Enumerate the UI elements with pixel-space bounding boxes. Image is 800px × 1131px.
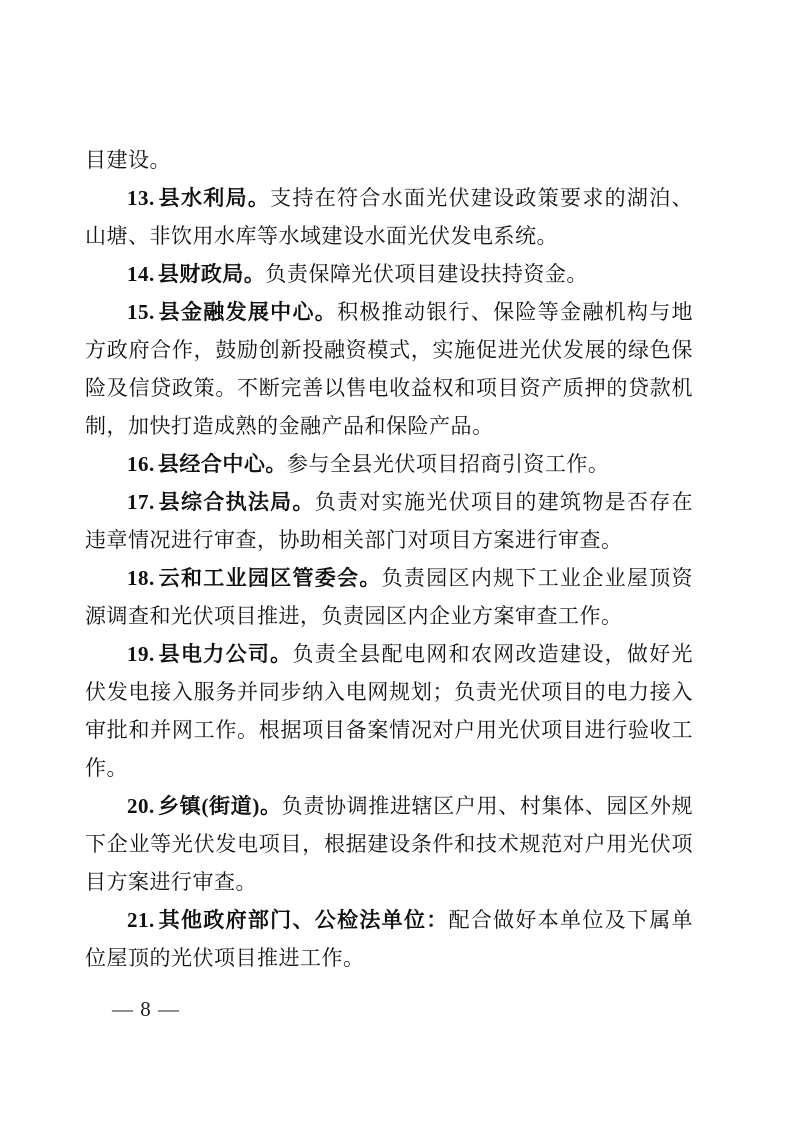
list-item-18 <box>85 559 693 635</box>
list-item-13 <box>85 179 693 255</box>
item-title: 县水利局。 <box>157 186 271 210</box>
item-body: 负责协调推进辖区户用、村集体、园区外规下企业等光伏发电项目，根据建设条件和技术规范对户用光伏项目方案进行审查。 <box>85 794 693 894</box>
item-number: 19. <box>127 642 155 666</box>
item-body: 负责园区内规下工业企业屋顶资源调查和光伏项目推进，负责园区内企业方案审查工作。 <box>85 566 694 628</box>
item-number: 13. <box>127 186 155 210</box>
list-item-19 <box>85 635 693 787</box>
continuation-text: 目建设。 <box>85 148 171 172</box>
item-body: 负责全县配电网和农网改造建设，做好光伏发电接入服务并同步纳入电网规划；负责光伏项目的电力接入审批和并网工作。根据项目备案情况对户用光伏项目进行验收工作。 <box>85 642 694 780</box>
list-item-16 <box>85 445 693 483</box>
item-title: 乡镇(街道)。 <box>157 794 282 818</box>
page-number: — 8 — <box>112 997 180 1021</box>
item-number: 18. <box>127 566 155 590</box>
item-body: 积极推动银行、保险等金融机构与地方政府合作，鼓励创新投融资模式，实施促进光伏发展的绿色保险及信贷政策。不断完善以售电收益权和项目资产质押的贷款机制，加快打造成熟的金融产品和保险产品。 <box>85 300 694 438</box>
paragraph-continuation <box>85 141 693 179</box>
list-item-17 <box>85 483 693 559</box>
item-number: 14. <box>127 262 155 286</box>
list-item-15 <box>85 293 693 445</box>
item-title: 其他政府部门、公检法单位： <box>157 908 449 932</box>
item-title: 县财政局。 <box>157 262 266 286</box>
item-number: 15. <box>127 300 155 324</box>
item-title: 云和工业园区管委会。 <box>157 566 382 590</box>
list-item-14 <box>85 255 693 293</box>
item-title: 县电力公司。 <box>157 642 293 666</box>
item-body: 负责对实施光伏项目的建筑物是否存在违章情况进行审查，协助相关部门对项目方案进行审查。 <box>85 490 694 552</box>
item-number: 20. <box>127 794 155 818</box>
item-body: 参与全县光伏项目招商引资工作。 <box>286 452 610 476</box>
item-number: 21. <box>127 908 155 932</box>
item-number: 16. <box>127 452 155 476</box>
item-body: 支持在符合水面光伏建设政策要求的湖泊、山塘、非饮用水库等水域建设水面光伏发电系统。 <box>85 186 694 248</box>
item-number: 17. <box>127 490 155 514</box>
item-body: 配合做好本单位及下属单位屋顶的光伏项目推进工作。 <box>85 908 694 970</box>
item-title: 县综合执法局。 <box>157 490 315 514</box>
list-item-20 <box>85 787 693 901</box>
list-item-21 <box>85 901 693 977</box>
item-title: 县经合中心。 <box>157 452 287 476</box>
item-body: 负责保障光伏项目建设扶持资金。 <box>265 262 588 286</box>
item-title: 县金融发展中心。 <box>157 300 338 324</box>
document-body <box>85 141 693 977</box>
